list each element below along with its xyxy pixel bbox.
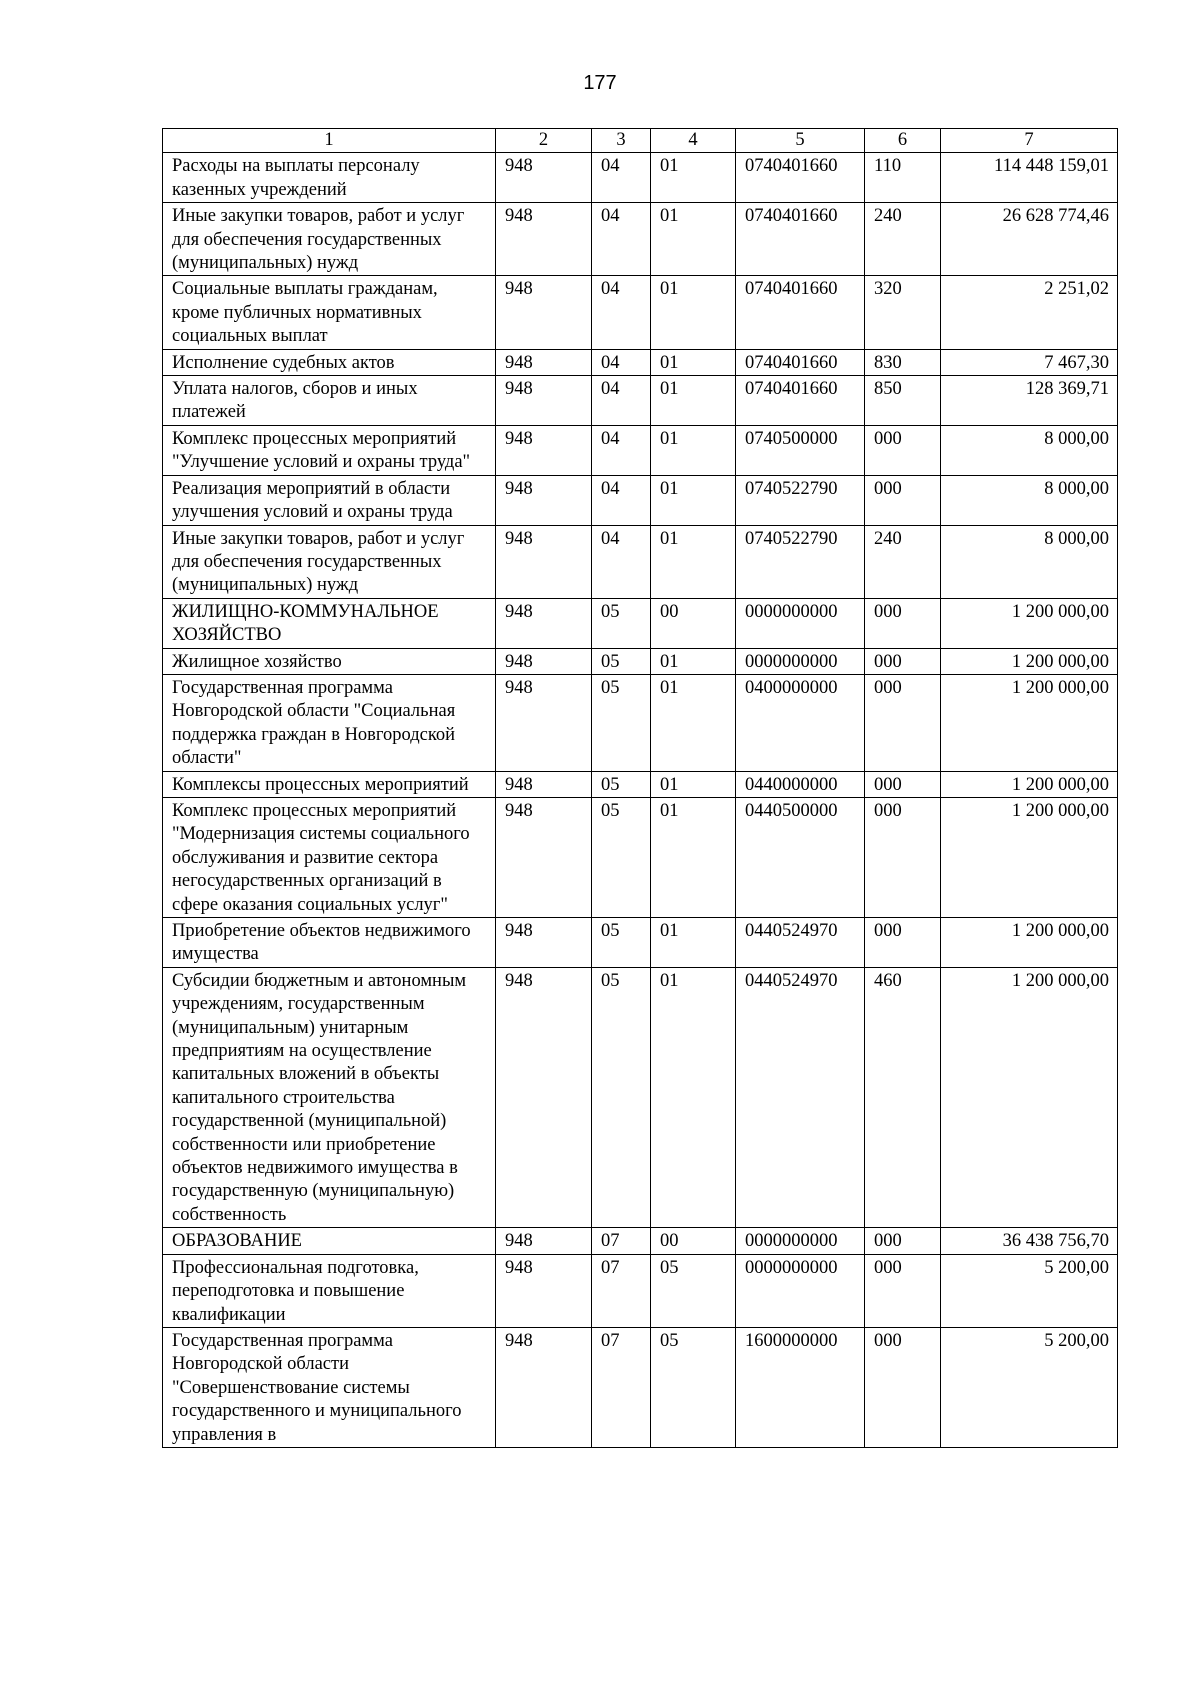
table-row <box>163 1327 1118 1447</box>
row-amount-cell: 26 628 774,46 <box>941 203 1118 276</box>
row-name-cell: Расходы на выплаты персоналу казенных учреждений <box>163 153 496 203</box>
row-amount-cell: 114 448 159,01 <box>941 153 1118 203</box>
row-target-cell: 0740401660 <box>736 203 865 276</box>
table-row <box>163 153 1118 203</box>
table-row <box>163 1228 1118 1254</box>
table-row <box>163 1254 1118 1327</box>
row-target-cell: 0440500000 <box>736 797 865 917</box>
row-section-cell: 04 <box>592 276 651 349</box>
row-subsection-cell: 01 <box>651 475 736 525</box>
table-row <box>163 771 1118 797</box>
row-name-cell: Приобретение объектов недвижимого имущества <box>163 918 496 968</box>
row-code-cell: 948 <box>496 203 592 276</box>
row-expense-type-cell: 240 <box>865 203 941 276</box>
row-target-cell: 0440000000 <box>736 771 865 797</box>
row-section-cell: 05 <box>592 967 651 1227</box>
row-section-cell: 05 <box>592 598 651 648</box>
row-expense-type-cell: 000 <box>865 475 941 525</box>
table-row <box>163 967 1118 1227</box>
row-subsection-cell: 01 <box>651 349 736 375</box>
table-row <box>163 376 1118 426</box>
row-subsection-cell: 05 <box>651 1254 736 1327</box>
row-name-cell: Комплексы процессных мероприятий <box>163 771 496 797</box>
row-target-cell: 0740500000 <box>736 425 865 475</box>
row-name-cell: Исполнение судебных актов <box>163 349 496 375</box>
row-code-cell: 948 <box>496 1254 592 1327</box>
row-name-cell: Государственная программа Новгородской области "Социальная поддержка граждан в Новгородской области" <box>163 674 496 771</box>
row-code-cell: 948 <box>496 425 592 475</box>
row-code-cell: 948 <box>496 349 592 375</box>
row-target-cell: 0000000000 <box>736 598 865 648</box>
row-subsection-cell: 00 <box>651 1228 736 1254</box>
row-expense-type-cell: 000 <box>865 771 941 797</box>
row-amount-cell: 1 200 000,00 <box>941 598 1118 648</box>
row-subsection-cell: 01 <box>651 153 736 203</box>
header-cell: 3 <box>592 129 651 153</box>
row-target-cell: 0000000000 <box>736 648 865 674</box>
table-header-row <box>163 129 1118 153</box>
row-subsection-cell: 01 <box>651 967 736 1227</box>
table-row <box>163 797 1118 917</box>
table-row <box>163 349 1118 375</box>
row-name-cell: ОБРАЗОВАНИЕ <box>163 1228 496 1254</box>
table-row <box>163 525 1118 598</box>
row-section-cell: 07 <box>592 1327 651 1447</box>
row-target-cell: 0440524970 <box>736 967 865 1227</box>
row-section-cell: 04 <box>592 475 651 525</box>
row-amount-cell: 1 200 000,00 <box>941 918 1118 968</box>
row-expense-type-cell: 000 <box>865 1254 941 1327</box>
row-section-cell: 05 <box>592 771 651 797</box>
row-section-cell: 04 <box>592 349 651 375</box>
row-expense-type-cell: 320 <box>865 276 941 349</box>
row-code-cell: 948 <box>496 918 592 968</box>
row-expense-type-cell: 000 <box>865 425 941 475</box>
page-number: 177 <box>583 72 617 94</box>
row-name-cell: Субсидии бюджетным и автономным учреждениям, государственным (муниципальным) унитарным предприятиям на осуществление капитальных вложений в объекты капитального строительства государственной (муниципальной) собственности или приобретение объектов недвижимого имущества в государственную (муниципальную) собственность <box>163 967 496 1227</box>
row-amount-cell: 2 251,02 <box>941 276 1118 349</box>
header-cell: 5 <box>736 129 865 153</box>
row-code-cell: 948 <box>496 475 592 525</box>
row-target-cell: 0740401660 <box>736 349 865 375</box>
row-target-cell: 0740401660 <box>736 153 865 203</box>
header-cell: 7 <box>941 129 1118 153</box>
row-subsection-cell: 01 <box>651 771 736 797</box>
row-subsection-cell: 01 <box>651 648 736 674</box>
row-section-cell: 04 <box>592 525 651 598</box>
row-expense-type-cell: 000 <box>865 598 941 648</box>
row-name-cell: ЖИЛИЩНО-КОММУНАЛЬНОЕ ХОЗЯЙСТВО <box>163 598 496 648</box>
row-name-cell: Профессиональная подготовка, переподготовка и повышение квалификации <box>163 1254 496 1327</box>
table-row <box>163 648 1118 674</box>
row-amount-cell: 8 000,00 <box>941 425 1118 475</box>
row-name-cell: Комплекс процессных мероприятий "Модернизация системы социального обслуживания и развитие сектора негосударственных организаций в сфере оказания социальных услуг" <box>163 797 496 917</box>
row-expense-type-cell: 850 <box>865 376 941 426</box>
row-amount-cell: 36 438 756,70 <box>941 1228 1118 1254</box>
row-subsection-cell: 01 <box>651 797 736 917</box>
row-expense-type-cell: 830 <box>865 349 941 375</box>
row-name-cell: Государственная программа Новгородской области "Совершенствование системы государственного и муниципального управления в <box>163 1327 496 1447</box>
row-target-cell: 0740401660 <box>736 376 865 426</box>
table-row <box>163 425 1118 475</box>
row-amount-cell: 1 200 000,00 <box>941 967 1118 1227</box>
row-target-cell: 0440524970 <box>736 918 865 968</box>
row-amount-cell: 1 200 000,00 <box>941 648 1118 674</box>
row-code-cell: 948 <box>496 376 592 426</box>
row-code-cell: 948 <box>496 1228 592 1254</box>
row-subsection-cell: 01 <box>651 203 736 276</box>
row-expense-type-cell: 000 <box>865 918 941 968</box>
row-target-cell: 0740401660 <box>736 276 865 349</box>
row-name-cell: Социальные выплаты гражданам, кроме публичных нормативных социальных выплат <box>163 276 496 349</box>
row-amount-cell: 128 369,71 <box>941 376 1118 426</box>
row-amount-cell: 1 200 000,00 <box>941 771 1118 797</box>
table-row <box>163 674 1118 771</box>
row-expense-type-cell: 000 <box>865 674 941 771</box>
row-section-cell: 05 <box>592 674 651 771</box>
row-section-cell: 05 <box>592 648 651 674</box>
row-name-cell: Комплекс процессных мероприятий "Улучшение условий и охраны труда" <box>163 425 496 475</box>
row-code-cell: 948 <box>496 771 592 797</box>
row-section-cell: 04 <box>592 376 651 426</box>
row-section-cell: 07 <box>592 1228 651 1254</box>
header-cell: 4 <box>651 129 736 153</box>
row-amount-cell: 5 200,00 <box>941 1254 1118 1327</box>
table-row <box>163 203 1118 276</box>
row-target-cell: 0740522790 <box>736 475 865 525</box>
row-expense-type-cell: 460 <box>865 967 941 1227</box>
row-section-cell: 04 <box>592 153 651 203</box>
row-target-cell: 0000000000 <box>736 1228 865 1254</box>
row-section-cell: 04 <box>592 425 651 475</box>
row-subsection-cell: 01 <box>651 425 736 475</box>
row-code-cell: 948 <box>496 525 592 598</box>
table-row <box>163 276 1118 349</box>
budget-table <box>162 128 1118 1448</box>
row-subsection-cell: 01 <box>651 918 736 968</box>
row-subsection-cell: 01 <box>651 376 736 426</box>
row-expense-type-cell: 000 <box>865 1327 941 1447</box>
row-section-cell: 04 <box>592 203 651 276</box>
row-code-cell: 948 <box>496 1327 592 1447</box>
row-subsection-cell: 01 <box>651 674 736 771</box>
row-section-cell: 07 <box>592 1254 651 1327</box>
row-name-cell: Жилищное хозяйство <box>163 648 496 674</box>
row-code-cell: 948 <box>496 153 592 203</box>
row-name-cell: Иные закупки товаров, работ и услуг для обеспечения государственных (муниципальных) нужд <box>163 525 496 598</box>
header-cell: 1 <box>163 129 496 153</box>
row-subsection-cell: 01 <box>651 525 736 598</box>
row-amount-cell: 7 467,30 <box>941 349 1118 375</box>
row-amount-cell: 8 000,00 <box>941 525 1118 598</box>
row-expense-type-cell: 000 <box>865 1228 941 1254</box>
table-row <box>163 918 1118 968</box>
row-code-cell: 948 <box>496 598 592 648</box>
row-section-cell: 05 <box>592 797 651 917</box>
row-code-cell: 948 <box>496 967 592 1227</box>
row-expense-type-cell: 240 <box>865 525 941 598</box>
row-target-cell: 1600000000 <box>736 1327 865 1447</box>
row-expense-type-cell: 110 <box>865 153 941 203</box>
row-amount-cell: 1 200 000,00 <box>941 797 1118 917</box>
row-section-cell: 05 <box>592 918 651 968</box>
row-target-cell: 0000000000 <box>736 1254 865 1327</box>
row-expense-type-cell: 000 <box>865 797 941 917</box>
row-name-cell: Уплата налогов, сборов и иных платежей <box>163 376 496 426</box>
row-name-cell: Реализация мероприятий в области улучшения условий и охраны труда <box>163 475 496 525</box>
row-name-cell: Иные закупки товаров, работ и услуг для обеспечения государственных (муниципальных) нужд <box>163 203 496 276</box>
table-row <box>163 475 1118 525</box>
header-cell: 2 <box>496 129 592 153</box>
row-code-cell: 948 <box>496 674 592 771</box>
row-amount-cell: 1 200 000,00 <box>941 674 1118 771</box>
row-expense-type-cell: 000 <box>865 648 941 674</box>
row-amount-cell: 5 200,00 <box>941 1327 1118 1447</box>
row-amount-cell: 8 000,00 <box>941 475 1118 525</box>
row-target-cell: 0400000000 <box>736 674 865 771</box>
row-subsection-cell: 05 <box>651 1327 736 1447</box>
row-code-cell: 948 <box>496 797 592 917</box>
row-subsection-cell: 01 <box>651 276 736 349</box>
row-code-cell: 948 <box>496 276 592 349</box>
row-code-cell: 948 <box>496 648 592 674</box>
table-row <box>163 598 1118 648</box>
row-target-cell: 0740522790 <box>736 525 865 598</box>
row-subsection-cell: 00 <box>651 598 736 648</box>
header-cell: 6 <box>865 129 941 153</box>
